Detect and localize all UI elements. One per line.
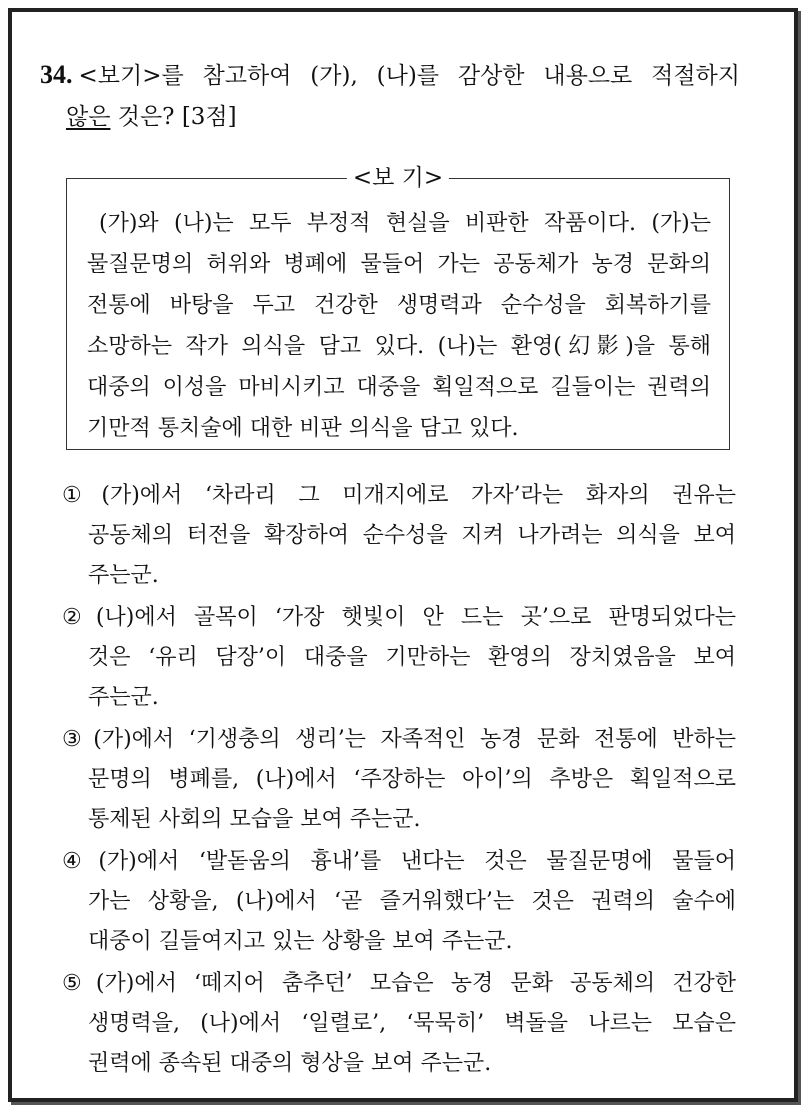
option-text: (가)에서 ‘떼지어 춤추던’ 모습은 농경 문화 공동체의 건강한	[95, 971, 736, 996]
question-stem: <보기>를 참고하여 (가), (나)를 감상한 내용으로 적절하지	[78, 63, 740, 89]
option-number: ③	[62, 727, 90, 752]
option-number: ④	[62, 849, 95, 874]
bogi-line: 기만적 통치술에 대한 비판 의식을 담고 있다.	[87, 416, 519, 441]
question-emphasis-not: 않은	[66, 104, 111, 130]
option-line	[62, 598, 736, 638]
question-line-2	[40, 97, 740, 138]
option-number: ②	[62, 605, 92, 630]
option-line: 공동체의 터전을 확장하여 순수성을 지켜 나가려는 의식을 보여	[88, 523, 736, 548]
option-text: (가)에서 ‘차라리 그 미개지에로 가자’라는 화자의 권유는	[101, 483, 736, 508]
bogi-line: 물질문명의 허위와 병폐에 물들어 가는 공동체가 농경 문화의	[87, 252, 711, 277]
option-line: 가는 상황을, (나)에서 ‘곧 즐거워했다’는 것은 권력의 술수에	[88, 889, 736, 914]
option-3[interactable]	[62, 720, 736, 840]
option-line: 주는군.	[88, 563, 159, 588]
option-number: ①	[62, 483, 98, 508]
question-line-1	[40, 54, 740, 97]
option-1[interactable]	[62, 476, 736, 596]
bogi-line: 전통에 바탕을 두고 건강한 생명력과 순수성을 회복하기를	[87, 293, 711, 318]
option-text: (가)에서 ‘기생충의 생리’는 자족적인 농경 문화 전통에 반하는	[93, 727, 736, 752]
option-line	[62, 720, 736, 760]
option-line	[62, 964, 736, 1004]
option-line	[62, 476, 736, 516]
option-line: 통제된 사회의 모습을 보여 주는군.	[88, 807, 421, 832]
option-text: (나)에서 골목이 ‘가장 햇빛이 안 드는 곳’으로 판명되었다는	[95, 605, 736, 630]
option-line: 문명의 병폐를, (나)에서 ‘주장하는 아이’의 추방은 획일적으로	[88, 767, 736, 792]
option-line: 것은 ‘유리 담장’이 대중을 기만하는 환영의 장치였음을 보여	[88, 645, 736, 670]
option-line: 권력에 종속된 대중의 형상을 보여 주는군.	[88, 1051, 492, 1076]
option-text: (가)에서 ‘발돋움의 흉내’를 낸다는 것은 물질문명에 물들어	[98, 849, 736, 874]
answer-options	[62, 476, 736, 1086]
question-stem-end: 것은? [3점]	[110, 104, 237, 130]
option-line	[62, 842, 736, 882]
option-number: ⑤	[62, 971, 92, 996]
question	[40, 54, 740, 138]
option-4[interactable]	[62, 842, 736, 962]
question-number: 34.	[40, 60, 73, 89]
bogi-line: (가)와 (나)는 모두 부정적 현실을 비판한 작품이다. (가)는	[99, 211, 711, 236]
bogi-text	[87, 203, 711, 449]
option-line: 주는군.	[88, 685, 159, 710]
bogi-line: 소망하는 작가 의식을 담고 있다. (나)는 환영(幻影)을 통해	[87, 334, 711, 359]
bogi-line: 대중의 이성을 마비시키고 대중을 획일적으로 길들이는 권력의	[87, 375, 711, 400]
option-line: 대중이 길들여지고 있는 상황을 보여 주는군.	[88, 929, 513, 954]
bogi-title: <보 기>	[347, 162, 449, 194]
option-line: 생명력을, (나)에서 ‘일렬로’, ‘묵묵히’ 벽돌을 나르는 모습은	[88, 1011, 736, 1036]
option-2[interactable]	[62, 598, 736, 718]
bogi-box	[66, 165, 730, 450]
option-5[interactable]	[62, 964, 736, 1084]
